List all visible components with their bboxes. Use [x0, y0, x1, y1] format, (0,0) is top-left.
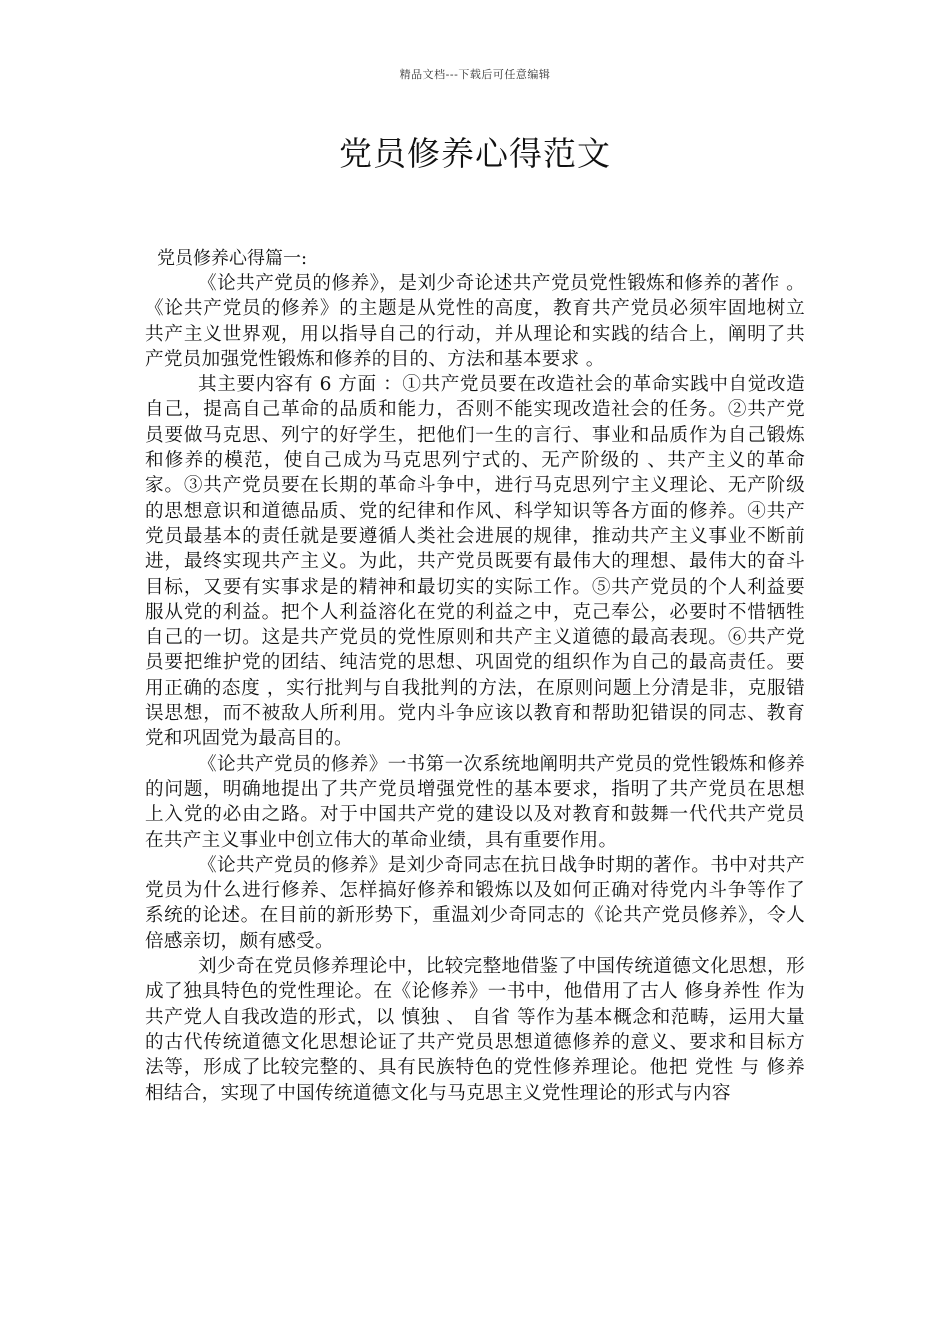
document-title: 党员修养心得范文	[339, 134, 611, 173]
section-heading: 党员修养心得篇一:	[157, 248, 308, 269]
header-note: 精品文档---下载后可任意编辑	[399, 68, 551, 81]
paragraph-3: 《论共产党员的修养》一书第一次系统地阐明共产党员的党性锻炼和修养的问题，明确地提出了共产党员增强党性的基本要求，指明了共产党员在思想上入党的必由之路。对于中国共产党的建设以及对教育和鼓舞一代代共产党员在共产主义事业中创立伟大的革命业绩，具有重要作用。	[145, 753, 805, 851]
document-body	[145, 246, 805, 1106]
paragraph-5: 刘少奇在党员修养理论中，比较完整地借鉴了中国传统道德文化思想，形成了独具特色的党性理论。在《论修养》一书中，他借用了古人 修身养性 作为共产党人自我改造的形式，以 慎独 、 自省 等作为基本概念和范畴，运用大量的古代传统道德文化思想论证了共产党员思想道德修养的意义、要求和目标方法等，形成了比较完整的、具有民族特色的党性修养理论。他把 党性 与 修养 相结合，实现了中国传统道德文化与马克思主义党性理论的形式与内容	[145, 956, 805, 1104]
paragraph-1: 《论共产党员的修养》，是刘少奇论述共产党员党性锻炼和修养的著作 。《论共产党员的修养》的主题是从党性的高度，教育共产党员必须牢固地树立共产主义世界观，用以指导自己的行动，并从理论和实践的结合上，阐明了共产党员加强党性锻炼和修养的目的、方法和基本要求 。	[145, 273, 805, 370]
paragraph-2: 其主要内容有 6 方面 ：①共产党员要在改造社会的革命实践中自觉改造自己，提高自己革命的品质和能力，否则不能实现改造社会的任务。②共产党员要做马克思、列宁的好学生，把他们一生的言行、事业和品质作为自己锻炼和修养的模范，使自己成为马克思列宁式的、无产阶级的 、共产主义的革命家。③共产党员要在长期的革命斗争中，进行马克思列宁主义理论、无产阶级的思想意识和道德品质、党的纪律和作风、科学知识等各方面的修养。④共产党员最基本的责任就是要遵循人类社会进展的规律，推动共产主义事业不断前进，最终实现共产主义。为此，共产党员既要有最伟大的理想、最伟大的奋斗目标，又要有实事求是的精神和最切实的实际工作。⑤共产党员的个人利益要服从党的利益。把个人利益溶化在党的利益之中，克己奉公，必要时不惜牺牲自己的一切。这是共产党员的党性原则和共产主义道德的最高表现。⑥共产党员要把维护党的团结、纯洁党的思想、巩固党的组织作为自己的最高责任。要用正确的态度 ，实行批判与自我批判的方法，在原则问题上分清是非，克服错误思想，而不被敌人所利用。党内斗争应该以教育和帮助犯错误的同志、教育党和巩固党为最高目的。	[145, 374, 805, 750]
paragraph-4: 《论共产党员的修养》是刘少奇同志在抗日战争时期的著作。书中对共产党员为什么进行修养、怎样搞好修养和锻炼以及如何正确对待党内斗争等作了系统的论述。在目前的新形势下，重温刘少奇同志的《论共产党员修养》，令人倍感亲切，颇有感受。	[145, 854, 805, 952]
